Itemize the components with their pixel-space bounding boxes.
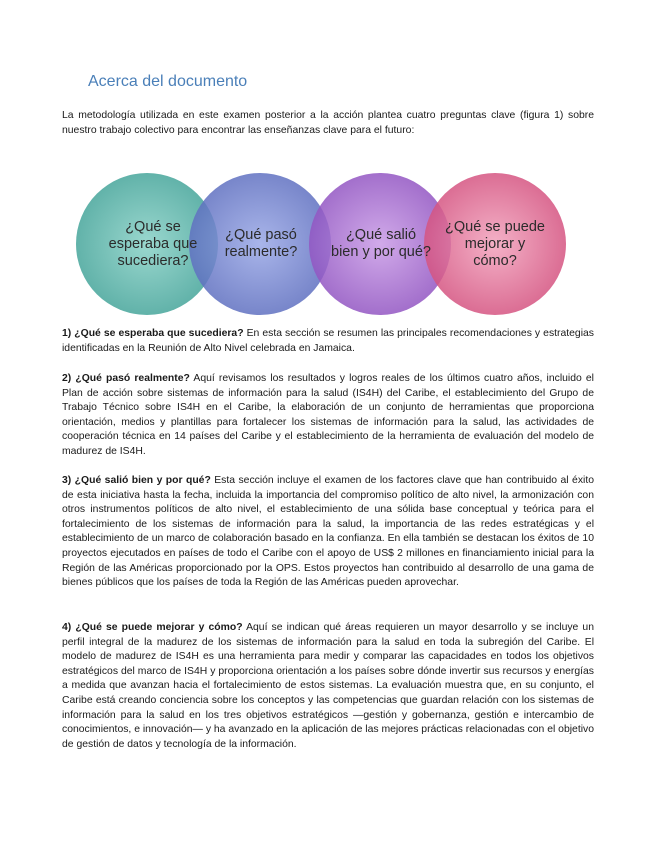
section-happened bbox=[62, 372, 594, 460]
section-body: En esta sección se resumen las principales recomendaciones y estrategias identificadas en la Reunión de Alto Nivel celebrada en Jamaica. bbox=[62, 328, 594, 354]
circle-label-happened: ¿Qué pasó realmente? bbox=[224, 227, 298, 260]
intro-paragraph: La metodología utilizada en este examen posterior a la acción plantea cuatro preguntas clave (figura 1) sobre nuestro trabajo colectivo para encontrar las enseñanzas clave para el futuro: bbox=[62, 110, 594, 136]
circle-label-expected: ¿Qué se esperaba que sucediera? bbox=[108, 218, 198, 269]
section-went-well bbox=[62, 474, 594, 591]
section-body: Aquí revisamos los resultados y logros reales de los últimos cuatro años, incluido el Plan de acción sobre sistemas de información para la salud (IS4H) del Caribe, el establecimiento del Grupo de Trabajo Técnico sobre IS4H en el Caribe, la elaboración de un conjunto de herramientas que proporciona orientación, medios y plantillas para fortalecer los sistemas de información para la salud, las actividades de cooperación técnica en 14 países del Caribe y el establecimiento de la herramienta de evaluación del modelo de madurez de IS4H. bbox=[62, 373, 594, 457]
section-lead: 2) ¿Qué pasó realmente? bbox=[62, 373, 190, 384]
section-lead: 1) ¿Qué se esperaba que sucediera? bbox=[62, 328, 244, 339]
section-expected bbox=[62, 327, 594, 356]
section-body: Aquí se indican qué áreas requieren un mayor desarrollo y se incluye un perfil integral de la madurez de los sistemas de información para la salud en toda la subregión del Caribe. El modelo de madurez de IS4H es una herramienta para medir y comparar las capacidades en todos los objetivos estratégicos del marco de IS4H y proporciona orientación a los países sobre dónde invertir sus recursos y energías a medida que avanzan hacia el fortalecimiento de estos sistemas. La evaluación muestra que, en su conjunto, el Caribe está creando conciencia sobre los conceptos y las competencias que guardan relación con los sistemas de información para la salud en los tres objetivos estratégicos —gestión y gobernanza, gestión e intercambio de conocimientos, e innovación— y ha avanzado en la aplicación de las mejores prácticas relacionadas con el objetivo de gestión de datos y tecnología de la información. bbox=[62, 622, 594, 750]
section-body: Esta sección incluye el examen de los factores clave que han contribuido al éxito de esta iniciativa hasta la fecha, incluida la importancia del compromiso político de alto nivel, la armonización con otros instrumentos políticos de alto nivel, el establecimiento de una sólida base conceptual y teórica para el fortalecimiento de los sistemas de información para la salud, la importancia de las redes estratégicas y el establecimiento de un marco de colaboración basado en la confianza. En ella también se destacan los éxitos de 10 proyectos ejecutados en países de todo el Caribe con el apoyo de US$ 2 millones en financiamiento inicial para la Región de las Américas proporcionado por la OPS. Estos proyectos han contribuido al desarrollo de una gama de bienes públicos que los países de toda la Región de las Américas pueden aprovechar. bbox=[62, 475, 594, 589]
section-lead: 3) ¿Qué salió bien y por qué? bbox=[62, 475, 211, 486]
section-improve bbox=[62, 621, 594, 752]
section-heading: Acerca del documento bbox=[88, 73, 248, 90]
circle-label-went-well: ¿Qué salió bien y por qué? bbox=[331, 227, 431, 260]
venn-diagram bbox=[75, 170, 595, 318]
section-lead: 4) ¿Qué se puede mejorar y cómo? bbox=[62, 622, 243, 633]
circle-label-improve: ¿Qué se puede mejorar y cómo? bbox=[445, 218, 545, 269]
